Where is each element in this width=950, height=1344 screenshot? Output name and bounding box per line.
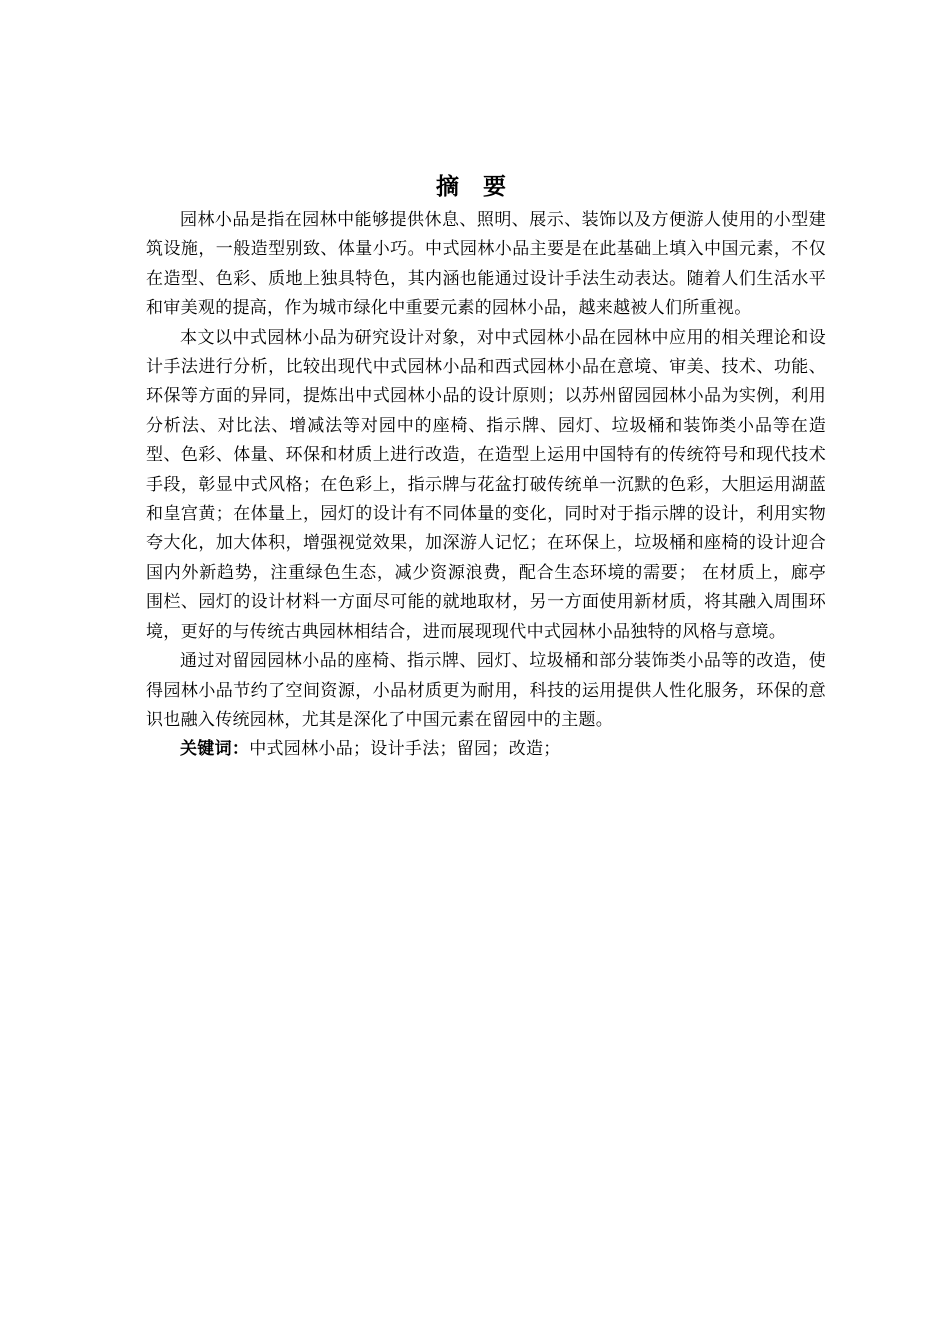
abstract-body <box>146 206 826 765</box>
paragraph-1: 园林小品是指在园林中能够提供休息、照明、展示、装饰以及方便游人使用的小型建筑设施，一般造型别致、体量小巧。中式园林小品主要是在此基础上填入中国元素，不仅在造型、色彩、质地上独具特色，其内涵也能通过设计手法生动表达。随着人们生活水平和审美观的提高，作为城市绿化中重要元素的园林小品，越来越被人们所重视。 <box>146 210 826 319</box>
keywords-line <box>146 735 826 764</box>
paragraph-3: 通过对留园园林小品的座椅、指示牌、园灯、垃圾桶和部分装饰类小品等的改造，使得园林小品节约了空间资源，小品材质更为耐用，科技的运用提供人性化服务，环保的意识也融入传统园林，尤其是深化了中国元素在留园中的主题。 <box>146 651 826 730</box>
page-title: 摘 要 <box>435 174 514 200</box>
keywords-label: 关键词： <box>180 739 250 760</box>
keywords-text: 中式园林小品；设计手法；留园；改造； <box>249 739 561 760</box>
paragraph-2: 本文以中式园林小品为研究设计对象，对中式园林小品在园林中应用的相关理论和设计手法进行分析，比较出现代中式园林小品和西式园林小品在意境、审美、技术、功能、环保等方面的异同，提炼出中式园林小品的设计原则；以苏州留园园林小品为实例，利用分析法、对比法、增减法等对园中的座椅、指示牌、园灯、垃圾桶和装饰类小品等在造型、色彩、体量、环保和材质上进行改造，在造型上运用中国特有的传统符号和现代技术手段，彰显中式风格；在色彩上，指示牌与花盆打破传统单一沉默的色彩，大胆运用湖蓝和皇宫黄；在体量上，园灯的设计有不同体量的变化，同时对于指示牌的设计，利用实物夸大化，加大体积，增强视觉效果，加深游人记忆；在环保上，垃圾桶和座椅的设计迎合国内外新趋势，注重绿色生态，减少资源浪费，配合生态环境的需要； 在材质上，廊亭围栏、园灯的设计材料一方面尽可能的就地取材，另一方面使用新材质，将其融入周围环境，更好的与传统古典园林相结合，进而展现现代中式园林小品独特的风格与意境。 <box>146 327 826 642</box>
